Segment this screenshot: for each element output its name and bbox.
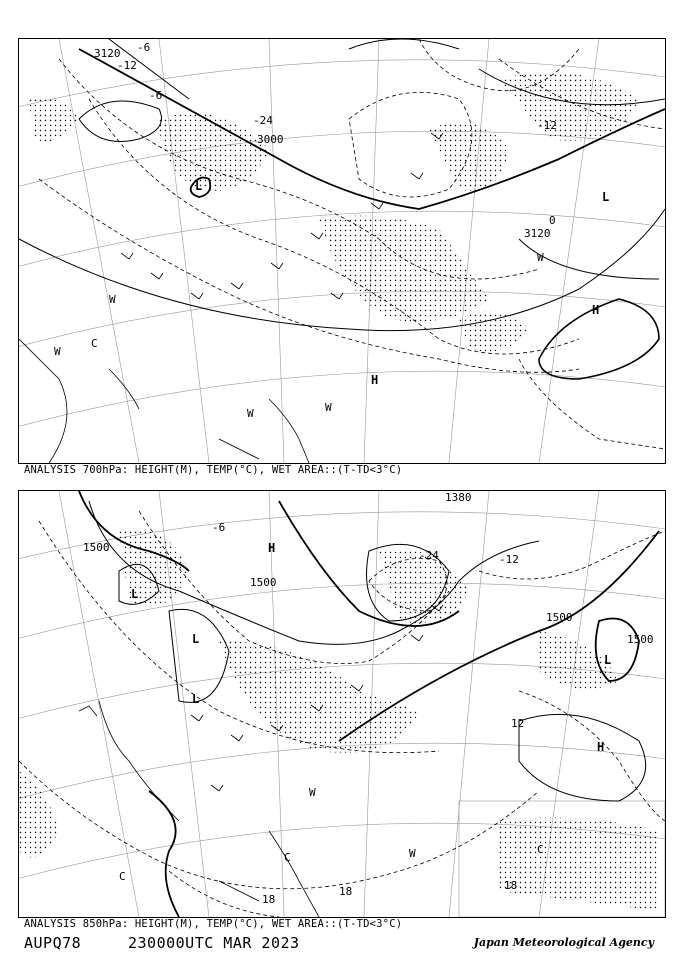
- temp-label: -6: [149, 89, 163, 102]
- temp-label: -24: [419, 549, 439, 562]
- temp-label: -12: [499, 553, 519, 566]
- wet-area-850: [19, 529, 659, 911]
- warm-label: W: [109, 293, 116, 306]
- temp-label: 12: [511, 717, 525, 730]
- low-pressure-label: L: [192, 692, 200, 706]
- low-pressure-label: L: [131, 587, 139, 601]
- agency-credit: Japan Meteorological Agency: [473, 936, 654, 949]
- warm-label: W: [309, 786, 316, 799]
- temp-label: 18: [504, 879, 518, 892]
- height-label: 1500: [83, 541, 110, 554]
- cold-label: C: [284, 851, 291, 864]
- temp-label: -6: [212, 521, 226, 534]
- warm-label: W: [325, 401, 332, 414]
- map-panel-700hpa: [18, 38, 666, 464]
- cold-label: C: [119, 870, 126, 883]
- cold-label: C: [537, 843, 544, 856]
- high-pressure-label: H: [597, 740, 605, 754]
- valid-time: 230000UTC MAR 2023: [128, 934, 300, 952]
- height-label: 1500: [546, 611, 573, 624]
- height-label: 1380: [445, 491, 472, 504]
- coastline-700: [19, 339, 309, 463]
- height-label: 1500: [627, 633, 654, 646]
- map-700hpa-svg: [19, 39, 665, 463]
- low-pressure-label: L: [602, 190, 610, 204]
- temp-label: 0: [549, 214, 556, 227]
- caption-700hpa: ANALYSIS 700hPa: HEIGHT(M), TEMP(°C), WET AREA::(T-TD<3°C): [24, 464, 403, 476]
- height-label: 3120: [94, 47, 121, 60]
- height-label: 1500: [250, 576, 277, 589]
- high-pressure-label: H: [268, 541, 276, 555]
- high-pressure-label: H: [592, 303, 600, 317]
- height-label: 3000: [257, 133, 284, 146]
- temp-label: -6: [137, 41, 151, 54]
- caption-850hpa: ANALYSIS 850hPa: HEIGHT(M), TEMP(°C), WET AREA::(T-TD<3°C): [24, 918, 403, 930]
- warm-label: W: [54, 345, 61, 358]
- high-pressure-label: H: [371, 373, 379, 387]
- warm-label: W: [409, 847, 416, 860]
- temp-label: -24: [253, 114, 273, 127]
- wet-area-700: [29, 72, 639, 351]
- temp-label: 18: [262, 893, 276, 906]
- low-pressure-label: L: [192, 632, 200, 646]
- height-label: 3120: [524, 227, 551, 240]
- low-pressure-label: L: [604, 653, 612, 667]
- map-panel-850hpa: [18, 490, 666, 918]
- warm-label: W: [247, 407, 254, 420]
- warm-label: W: [537, 251, 544, 264]
- temp-label: -12: [537, 119, 557, 132]
- map-850hpa-svg: [19, 491, 665, 917]
- chart-id: AUPQ78: [24, 934, 82, 952]
- temp-label: 18: [339, 885, 353, 898]
- temp-label: -12: [117, 59, 137, 72]
- cold-label: C: [91, 337, 98, 350]
- low-pressure-label: L: [195, 179, 203, 193]
